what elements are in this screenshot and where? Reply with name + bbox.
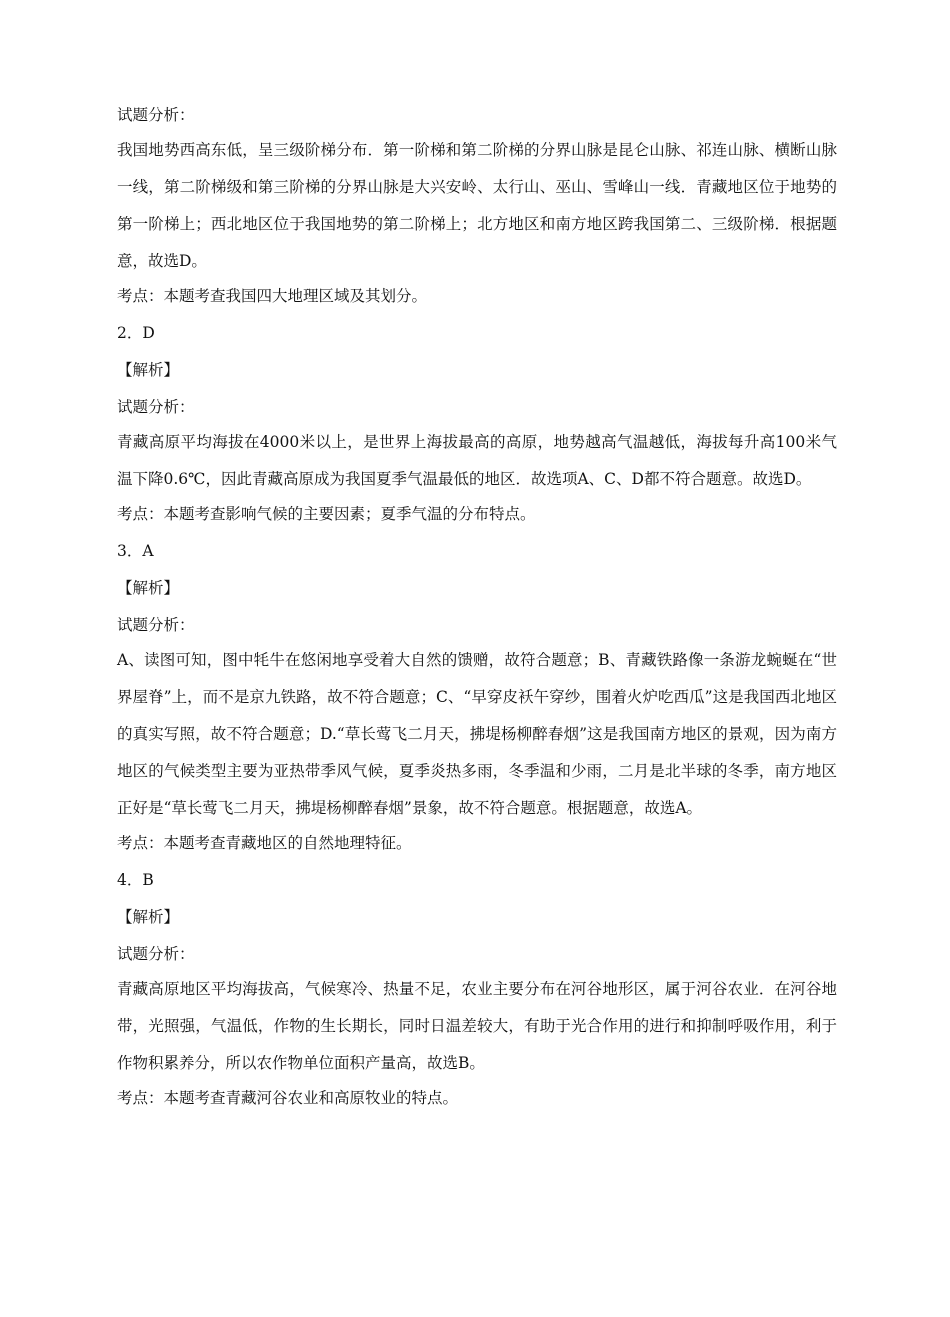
analysis-heading: 试题分析： [117,106,195,124]
question-answer: 3．A [117,542,154,560]
analysis-paragraph: 我国地势西高东低，呈三级阶梯分布．第一阶梯和第二阶梯的分界山脉是昆仑山脉、祁连山脉、横断山脉一线，第二阶梯级和第三阶梯的分界山脉是大兴安岭、太行山、巫山、雪峰山一线．青藏地区位于地势的第一阶梯上；西北地区位于我国地势的第二阶梯上；北方地区和南方地区跨我国第二、三级阶梯．根据题意，故选D。 [117,141,837,270]
explanation-heading: 【解析】 [117,579,180,597]
analysis-heading: 试题分析： [117,945,195,963]
question-answer: 4．B [117,871,154,889]
exam-point: 考点：本题考查影响气候的主要因素；夏季气温的分布特点。 [117,505,536,523]
explanation-heading: 【解析】 [117,908,180,926]
answer-analysis-content [117,101,837,1121]
analysis-heading: 试题分析： [117,398,195,416]
analysis-heading: 试题分析： [117,616,195,634]
analysis-paragraph: A、读图可知，图中牦牛在悠闲地享受着大自然的馈赠，故符合题意；B、青藏铁路像一条游龙蜿蜒在“世界屋脊”上，而不是京九铁路，故不符合题意；C、“早穿皮袄午穿纱，围着火炉吃西瓜”这是我国西北地区的真实写照，故不符合题意；D.“草长莺飞二月天，拂堤杨柳醉春烟”这是我国南方地区的景观，因为南方地区的气候类型主要为亚热带季风气候，夏季炎热多雨，冬季温和少雨，二月是北半球的冬季，南方地区正好是“草长莺飞二月天，拂堤杨柳醉春烟”景象，故不符合题意。根据题意，故选A。 [117,651,837,817]
analysis-paragraph: 青藏高原平均海拔在4000米以上，是世界上海拔最高的高原，地势越高气温越低，海拔每升高100米气温下降0.6℃，因此青藏高原成为我国夏季气温最低的地区．故选项A、C、D都不符合题意。故选D。 [117,433,837,488]
exam-point: 考点：本题考查青藏地区的自然地理特征。 [117,834,412,852]
analysis-paragraph: 青藏高原地区平均海拔高，气候寒冷、热量不足，农业主要分布在河谷地形区，属于河谷农业．在河谷地带，光照强，气温低，作物的生长期长，同时日温差较大，有助于光合作用的进行和抑制呼吸作用，利于作物积累养分，所以农作物单位面积产量高，故选B。 [117,980,837,1072]
exam-point: 考点：本题考查我国四大地理区域及其划分。 [117,287,428,305]
question-answer: 2．D [117,324,155,342]
explanation-heading: 【解析】 [117,361,180,379]
exam-point: 考点：本题考查青藏河谷农业和高原牧业的特点。 [117,1089,459,1107]
